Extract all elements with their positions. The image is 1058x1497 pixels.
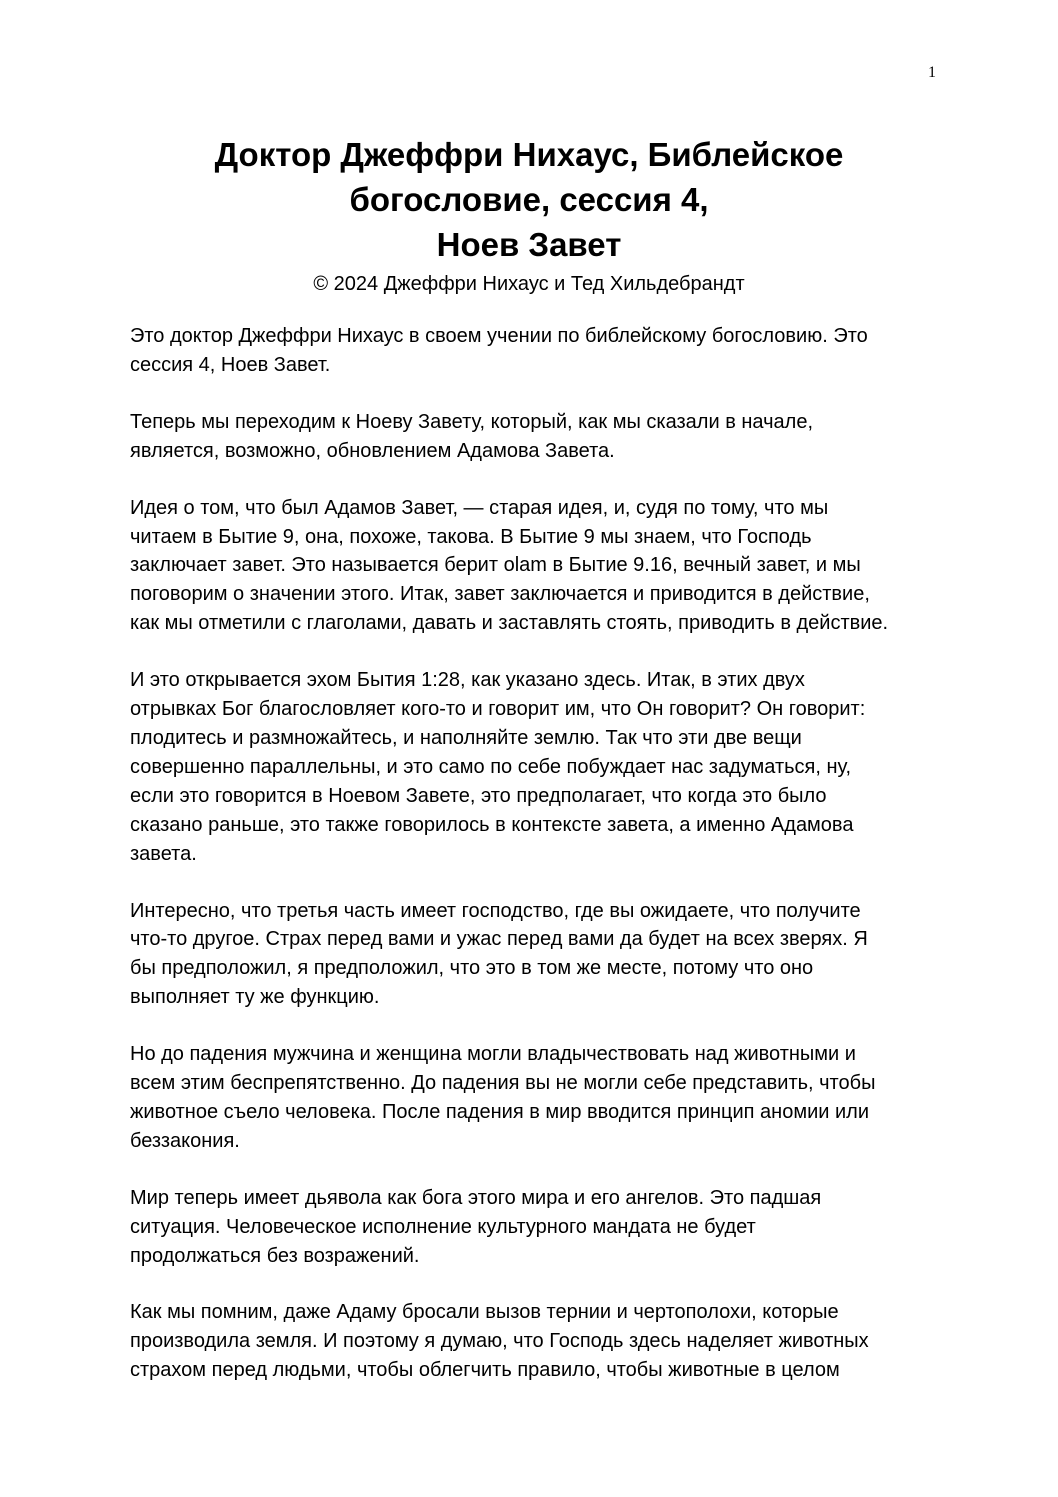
paragraph-3: Идея о том, что был Адамов Завет, — старая идея, и, судя по тому, что мы читаем в Бытие 9, она, похоже, такова. В Бытие 9 мы знаем, что Господь заключает завет. Это называется берит olam в Бытие 9.16, вечный завет, и мы поговорим о значении этого. Итак, завет заключается и приводится в действие, как мы отметили с глаголами, давать и заставлять стоять, приводить в действие. bbox=[130, 496, 889, 635]
copyright-notice: © 2024 Джеффри Нихаус и Тед Хильдебрандт bbox=[313, 273, 745, 295]
paragraph-1: Это доктор Джеффри Нихаус в своем учении по библейскому богословию. Это сессия 4, Ноев Завет. bbox=[130, 325, 868, 376]
paragraph-8: Как мы помним, даже Адаму бросали вызов тернии и чертополохи, которые производила земля. И поэтому я думаю, что Господь здесь наделяет животных страхом перед людьми, чтобы облегчить правило, чтобы животные в целом bbox=[130, 1301, 869, 1382]
document-title bbox=[130, 132, 928, 298]
document-body bbox=[130, 322, 930, 1413]
paragraph-7: Мир теперь имеет дьявола как бога этого мира и его ангелов. Это падшая ситуация. Человеческое исполнение культурного мандата не будет продолжаться без возражений. bbox=[130, 1186, 822, 1267]
paragraph-5: Интересно, что третья часть имеет господство, где вы ожидаете, что получите что-то другое. Страх перед вами и ужас перед вами да будет на всех зверях. Я бы предположил, я предположил, что это в том же месте, потому что оно выполняет ту же функцию. bbox=[130, 899, 868, 1009]
paragraph-6: Но до падения мужчина и женщина могли владычествовать над животными и всем этим беспрепятственно. До падения вы не могли себе представить, чтобы животное съело человека. После падения в мир вводится принцип аномии или беззакония. bbox=[130, 1043, 876, 1152]
title-line-3: Ноев Завет bbox=[436, 226, 622, 263]
page-number: 1 bbox=[928, 64, 936, 81]
title-line-2: богословие, сессия 4, bbox=[349, 181, 709, 218]
paragraph-2: Теперь мы переходим к Ноеву Завету, который, как мы сказали в начале, является, возможно, обновлением Адамова Завета. bbox=[130, 410, 813, 462]
title-line-1: Доктор Джеффри Нихаус, Библейское bbox=[214, 136, 844, 173]
paragraph-4: И это открывается эхом Бытия 1:28, как указано здесь. Итак, в этих двух отрывках Бог благословляет кого-то и говорит им, что Он говорит? Он говорит: плодитесь и размножайтесь, и наполняйте землю. Так что эти две вещи совершенно параллельны, и это само по себе побуждает нас задуматься, ну, если это говорится в Ноевом Завете, это предполагает, что когда это было сказано раньше, это также говорилось в контексте завета, а именно Адамова завета. bbox=[130, 669, 866, 865]
